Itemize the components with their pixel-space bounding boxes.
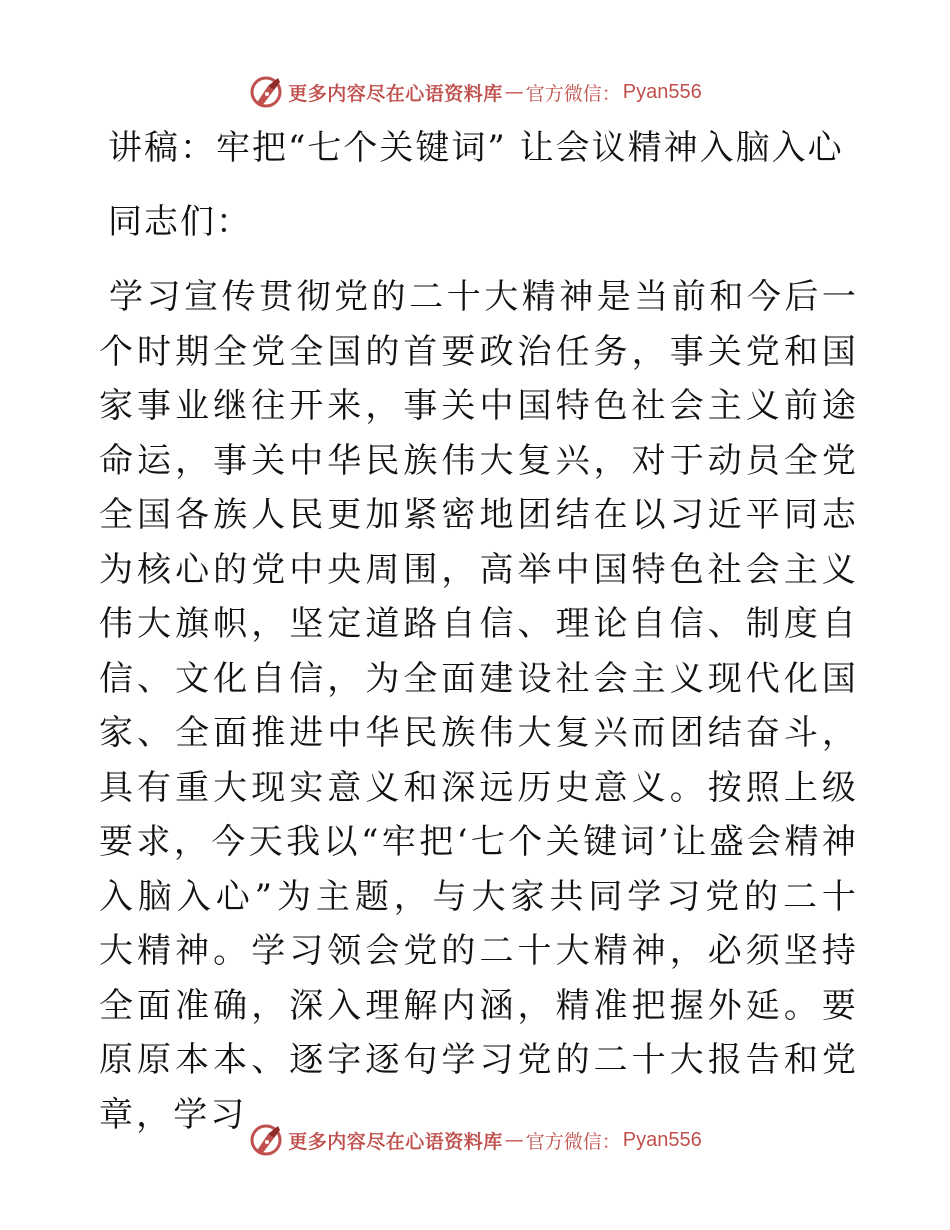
footer-banner <box>0 1120 950 1160</box>
banner-official-label: 官方微信： <box>525 1130 621 1153</box>
body-paragraph: 学习宣传贯彻党的二十大精神是当前和今后一个时期全党全国的首要政治任务，事关党和国家事业继往开来，事关中国特色社会主义前途命运，事关中华民族伟大复兴，对于动员全党全国各族人民更加紧密地团结在以习近平同志为核心的党中央周围，高举中国特色社会主义伟大旗帜，坚定道路自信、理论自信、制度自信、文化自信，为全面建设社会主义现代化国家、全面推进中华民族伟大复兴而团结奋斗，具有重大现实意义和深远历史意义。按照上级要求，今天我以“牢把‘七个关键词’让盛会精神入脑入心”为主题，与大家共同学习党的二十大精神。学习领会党的二十大精神，必须坚持全面准确，深入理解内涵，精准把握外延。要原原本本、逐字逐句学习党的二十大报告和党章，学习 <box>99 277 859 1135</box>
document-title: 讲稿：牢把“七个关键词” 让会议精神入脑入心 <box>108 128 844 168</box>
pen-nib-logo-icon <box>248 74 284 110</box>
banner-wechat-handle: Pyan556 <box>622 1128 702 1151</box>
pen-nib-logo-icon <box>248 1122 284 1158</box>
salutation: 同志们： <box>108 202 252 242</box>
banner-wechat-handle: Pyan556 <box>622 80 702 103</box>
banner-site-name: 更多内容尽在心语资料库 <box>288 82 503 105</box>
banner-separator: — <box>504 1129 524 1151</box>
banner-separator: — <box>504 81 524 103</box>
header-banner <box>0 72 950 112</box>
banner-site-name: 更多内容尽在心语资料库 <box>288 1130 503 1153</box>
banner-official-label: 官方微信： <box>525 82 621 105</box>
